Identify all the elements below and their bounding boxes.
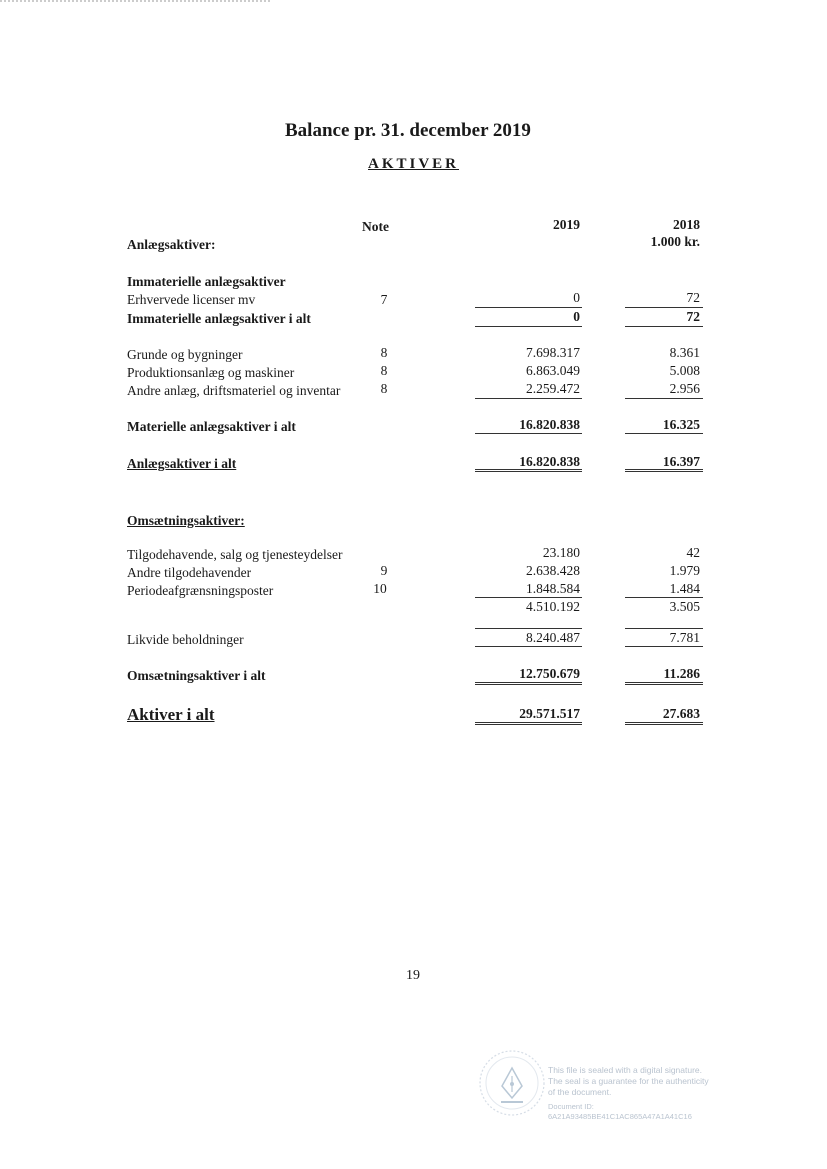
row-label: Tilgodehavende, salg og tjenesteydelser: [127, 547, 343, 562]
anlaeg-section-header: Anlægsaktiver:: [127, 237, 216, 252]
row-value-2019: 16.820.838: [519, 417, 580, 432]
row-label: Anlægsaktiver i alt: [127, 456, 237, 471]
rule: [625, 628, 703, 629]
page-number: 19: [406, 968, 420, 983]
row-value-2019: 8.240.487: [526, 630, 580, 645]
rule: [475, 433, 582, 434]
row-note: 10: [373, 581, 387, 596]
subtotal-value-2019: 4.510.192: [526, 599, 580, 614]
seal-line-2: The seal is a guarantee for the authenticity: [548, 1076, 709, 1086]
rule: [625, 646, 703, 647]
rule: [475, 628, 582, 629]
seal-doc-id: 6A21A93485BE41C1AC865A47A1A41C16: [548, 1112, 692, 1121]
rule: [625, 398, 703, 399]
rule: [475, 646, 582, 647]
rule: [475, 398, 582, 399]
rule: [625, 307, 703, 308]
aktiver-total-2018: 27.683: [662, 706, 700, 721]
row-note: 8: [380, 363, 388, 378]
row-value-2019: 1.848.584: [526, 581, 580, 596]
row-value-2018: 16.325: [662, 417, 700, 432]
double-rule: [625, 682, 703, 685]
row-value-2019: 2.259.472: [526, 381, 580, 396]
row-value-2018: 7.781: [669, 630, 700, 645]
row-value-2018: 72: [686, 290, 700, 305]
seal-pen-icon: [477, 1048, 547, 1118]
section-subtitle: AKTIVER: [368, 156, 460, 172]
row-value-2018: 5.008: [669, 363, 700, 378]
page-title: Balance pr. 31. december 2019: [285, 120, 531, 141]
row-value-2019: 16.820.838: [519, 454, 580, 469]
row-value-2018: 72: [686, 309, 700, 324]
row-value-2019: 12.750.679: [519, 666, 580, 681]
double-rule: [625, 722, 703, 725]
row-value-2018: 11.286: [663, 666, 700, 681]
unit-header: 1.000 kr.: [650, 234, 700, 249]
row-label: Andre anlæg, driftsmateriel og inventar: [127, 383, 341, 398]
row-value-2018: 2.956: [669, 381, 700, 396]
note-column-header: Note: [362, 219, 389, 234]
row-value-2018: 8.361: [669, 345, 700, 360]
rule: [625, 597, 703, 598]
digital-seal: [475, 1045, 765, 1125]
aktiver-total-label: Aktiver i alt: [127, 705, 215, 724]
seal-doc-id-label: Document ID:: [548, 1102, 594, 1111]
rule: [475, 307, 582, 308]
row-note: 8: [380, 345, 388, 360]
row-label: Periodeafgrænsningsposter: [127, 583, 274, 598]
year-2019-header: 2019: [553, 217, 580, 232]
row-value-2019: 2.638.428: [526, 563, 580, 578]
row-label: Immaterielle anlægsaktiver i alt: [127, 311, 311, 326]
row-value-2019: 7.698.317: [526, 345, 580, 360]
row-value-2018: 42: [686, 545, 700, 560]
row-value-2019: 0: [573, 290, 580, 305]
aktiver-total-2019: 29.571.517: [519, 706, 580, 721]
double-rule: [475, 469, 582, 472]
row-label: Produktionsanlæg og maskiner: [127, 365, 295, 380]
row-label: Andre tilgodehavender: [127, 565, 252, 580]
row-label: Grunde og bygninger: [127, 347, 243, 362]
row-note: 9: [380, 563, 388, 578]
rule: [475, 326, 582, 327]
double-rule: [475, 682, 582, 685]
double-rule: [475, 722, 582, 725]
row-value-2018: 1.979: [669, 563, 700, 578]
seal-line-1: This file is sealed with a digital signature.: [548, 1065, 703, 1075]
row-label: Likvide beholdninger: [127, 632, 244, 647]
row-label: Materielle anlægsaktiver i alt: [127, 419, 296, 434]
row-value-2018: 1.484: [669, 581, 700, 596]
subtotal-value-2018: 3.505: [669, 599, 700, 614]
row-value-2019: 23.180: [542, 545, 580, 560]
row-value-2019: 6.863.049: [526, 363, 580, 378]
rule: [625, 326, 703, 327]
scan-edge-line: [0, 0, 270, 2]
row-note: 8: [380, 381, 388, 396]
seal-line-3: of the document.: [548, 1087, 612, 1097]
year-2018-header: 2018: [673, 217, 700, 232]
immaterielle-header: Immaterielle anlægsaktiver: [127, 274, 286, 289]
row-value-2018: 16.397: [662, 454, 700, 469]
row-label: Omsætningsaktiver i alt: [127, 668, 266, 683]
row-label: Erhvervede licenser mv: [127, 292, 256, 307]
row-note: 7: [380, 292, 388, 307]
double-rule: [625, 469, 703, 472]
row-value-2019: 0: [573, 309, 580, 324]
omsaetning-section-header: Omsætningsaktiver:: [127, 513, 245, 528]
rule: [625, 433, 703, 434]
rule: [475, 597, 582, 598]
